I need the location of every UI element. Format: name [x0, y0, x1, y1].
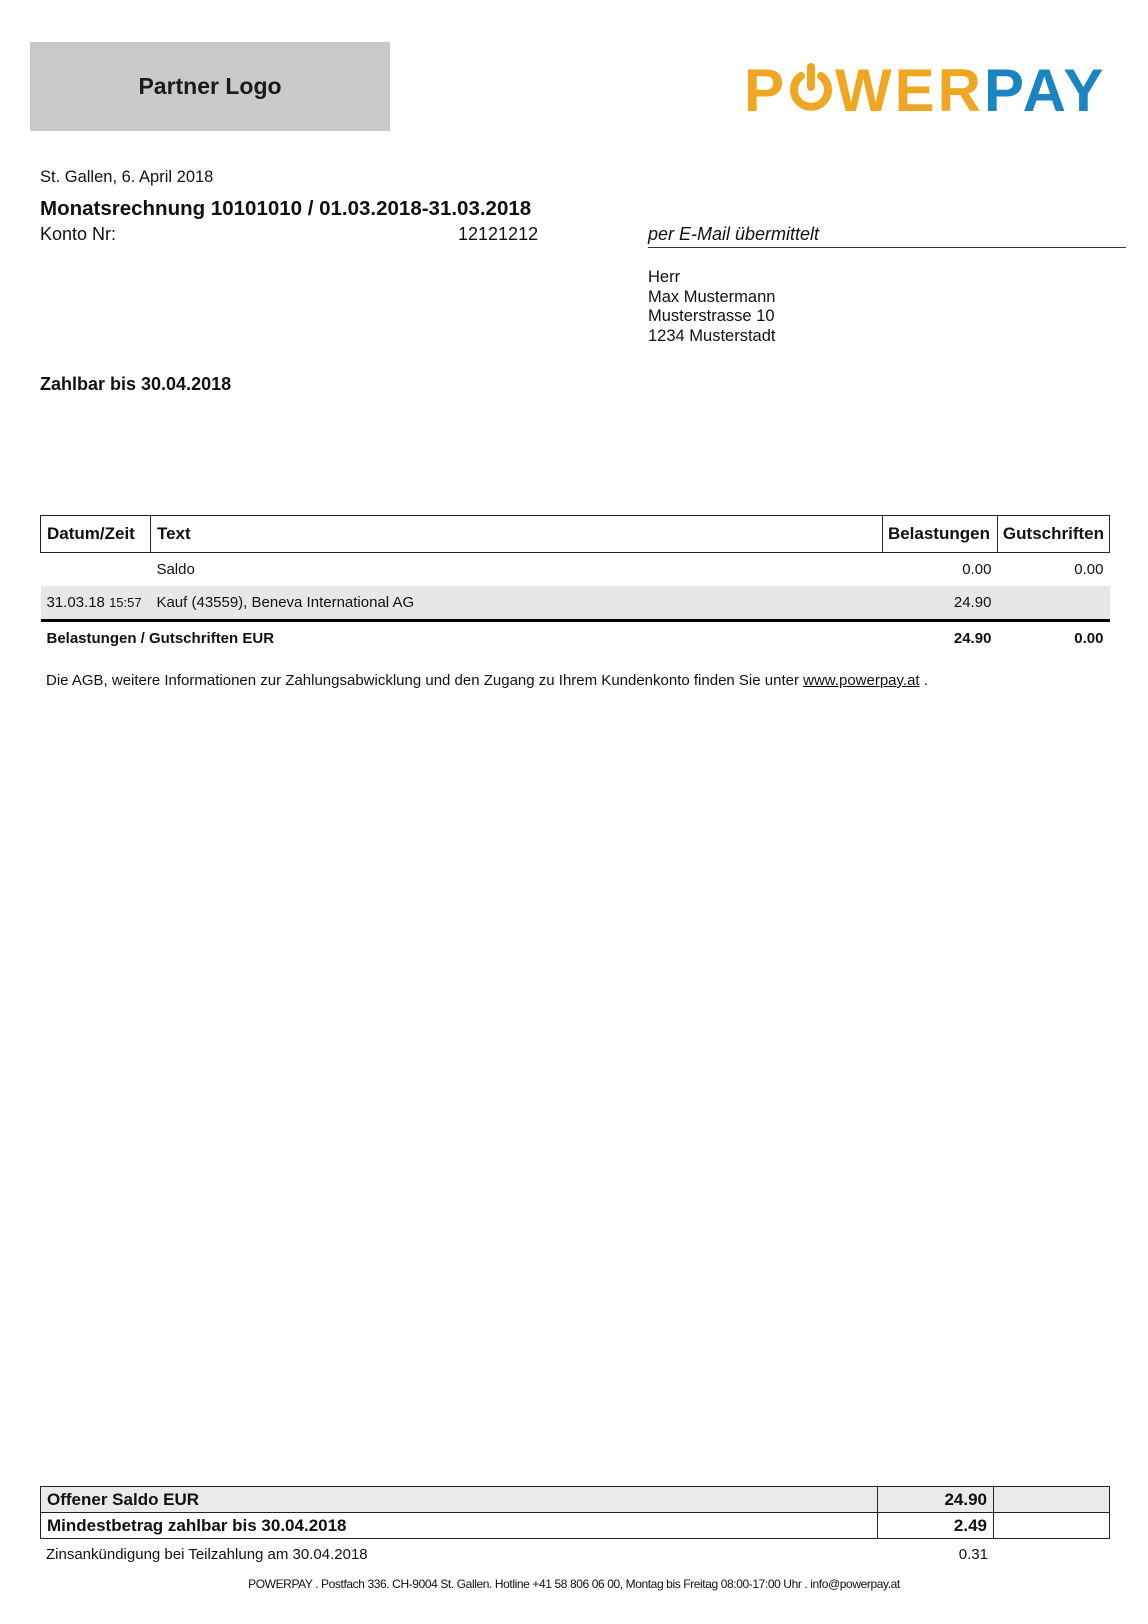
column-header-text: Text	[150, 516, 882, 553]
transactions-table	[40, 515, 1110, 655]
table-total-row	[41, 621, 1110, 656]
invoice-title: Monatsrechnung 10101010 / 01.03.2018-31.03.2018	[40, 197, 532, 220]
row-text: Kauf (43559), Beneva International AG	[150, 586, 882, 621]
interest-notice-label: Zinsankündigung bei Teilzahlung am 30.04.2018	[46, 1546, 368, 1563]
info-note-end: .	[923, 672, 928, 689]
total-debit: 24.90	[882, 621, 997, 656]
delivery-method: per E-Mail übermittelt	[648, 224, 1126, 248]
open-balance-value: 24.90	[878, 1487, 994, 1513]
open-balance-row	[41, 1487, 1110, 1513]
row-date: 31.03.18 15:57	[41, 586, 151, 621]
address-street: Musterstrasse 10	[648, 307, 775, 325]
interest-notice-value: 0.31	[958, 1546, 988, 1563]
summary-table	[40, 1486, 1110, 1539]
row-credit: 0.00	[1074, 561, 1104, 578]
column-header-date: Datum/Zeit	[41, 516, 151, 553]
column-header-credit: Gutschriften	[997, 516, 1109, 553]
minimum-amount-row	[41, 1513, 1110, 1539]
place-date: St. Gallen, 6. April 2018	[40, 168, 214, 186]
address-name: Max Mustermann	[648, 287, 776, 306]
minimum-amount-value: 2.49	[878, 1513, 994, 1539]
row-date	[41, 553, 151, 587]
row-debit: 24.90	[882, 586, 997, 621]
row-text: Saldo	[156, 561, 195, 578]
table-header-row	[41, 516, 1110, 553]
table-row	[41, 586, 1110, 621]
total-credit: 0.00	[997, 621, 1109, 656]
brand-part-3: PAY	[984, 57, 1107, 124]
website-link[interactable]: www.powerpay.at	[803, 672, 920, 689]
account-number: 12121212	[458, 224, 539, 244]
power-icon	[789, 62, 833, 114]
table-row	[41, 553, 1110, 587]
info-note	[46, 672, 928, 689]
account-label: Konto Nr:	[40, 224, 117, 244]
brand-part-1: P	[744, 57, 788, 124]
open-balance-blank	[994, 1487, 1110, 1513]
due-date: Zahlbar bis 30.04.2018	[40, 374, 232, 394]
info-note-text: Die AGB, weitere Informationen zur Zahlungsabwicklung und den Zugang zu Ihrem Kundenkonto finden Sie unter	[46, 672, 799, 689]
address-salutation: Herr	[648, 268, 681, 286]
footer: POWERPAY . Postfach 336. CH-9004 St. Gallen. Hotline +41 58 806 06 00, Montag bis Freitag 08:00-17:00 Uhr . info@powerpay.at	[248, 1577, 900, 1591]
recipient-address	[648, 268, 776, 346]
powerpay-logo	[744, 56, 1114, 126]
address-city: 1234 Musterstadt	[648, 326, 776, 345]
row-credit	[997, 586, 1109, 621]
column-header-debit: Belastungen	[882, 516, 997, 553]
row-debit: 0.00	[962, 561, 992, 578]
minimum-amount-blank	[994, 1513, 1110, 1539]
minimum-amount-label: Mindestbetrag zahlbar bis 30.04.2018	[41, 1513, 878, 1539]
brand-part-2: WER	[835, 57, 985, 124]
total-label: Belastungen / Gutschriften EUR	[41, 621, 883, 656]
partner-logo: Partner Logo	[30, 42, 390, 131]
open-balance-label: Offener Saldo EUR	[41, 1487, 878, 1513]
